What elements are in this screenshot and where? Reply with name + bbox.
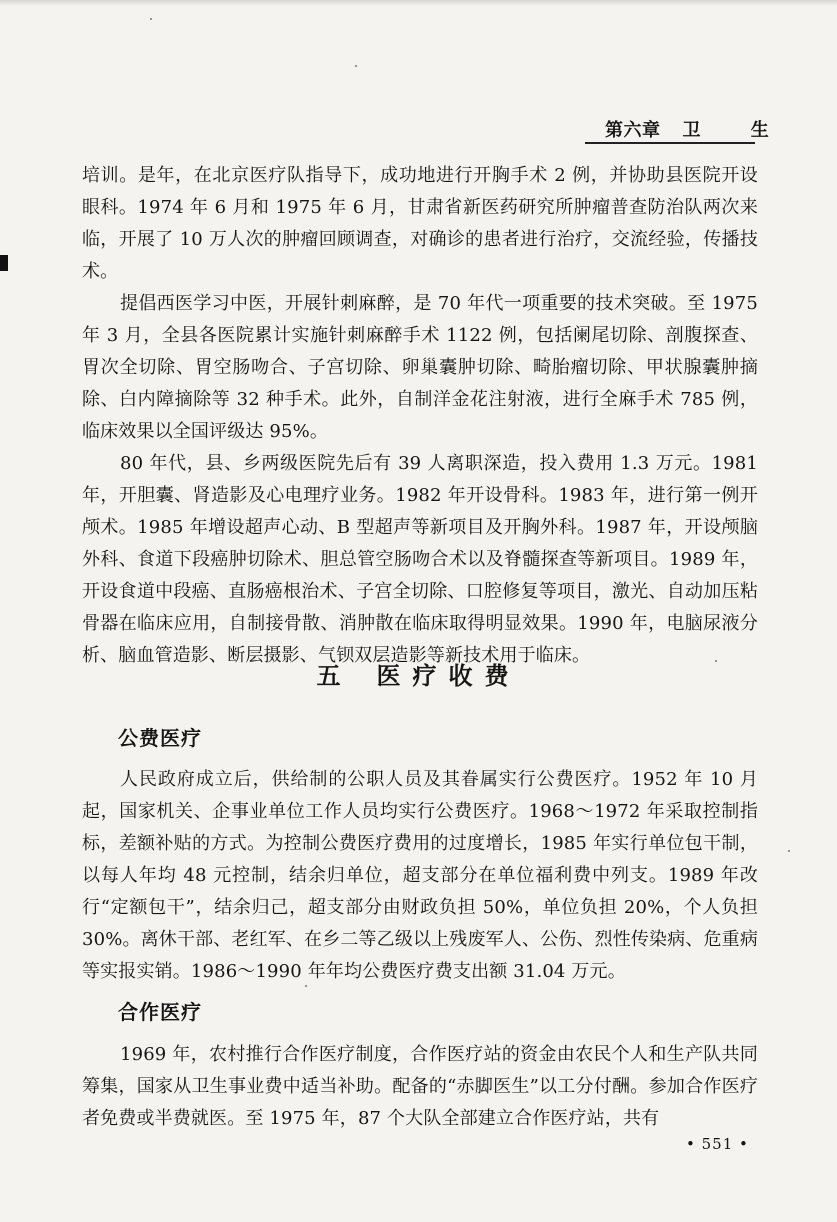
chapter-name: 卫 生 xyxy=(682,120,791,141)
chapter-number: 第六章 xyxy=(605,120,661,141)
section-title xyxy=(0,656,837,691)
header-rule xyxy=(585,142,755,144)
paragraph-1980s: 80 年代，县、乡两级医院先后有 39 人离职深造，投入费用 1.3 万元。1981 年，开胆囊、肾造影及心电理疗业务。1982 年开设骨科。1983 年，进行第一例开颅术。1985 年增设超声心动、B 型超声等新项目及开胸外科。1987 年，开设颅脑外科、食道下段癌肿切除术、胆总管空肠吻合术以及脊髓探查等新项目。1989 年，开设食道中段癌、直肠癌根治术、子宫全切除、口腔修复等项目，激光、自动加压粘骨器在临床应用，自制接骨散、消肿散在临床取得明显效果。1990 年，电脑尿液分析、脑血管造影、断层摄影、气钡双层造影等新技术用于临床。 xyxy=(82,453,758,666)
subheading-public-medical: 公费医疗 xyxy=(118,726,202,750)
paragraph-acupuncture: 提倡西医学习中医，开展针刺麻醉，是 70 年代一项重要的技术突破。至 1975 年 3 月，全县各医院累计实施针刺麻醉手术 1122 例，包括阑尾切除、剖腹探查、胃次全切除、胃空肠吻合、子宫切除、卵巢囊肿切除、畸胎瘤切除、甲状腺囊肿摘除、白内障摘除等 32 种手术。此外，自制洋金花注射液，进行全麻手术 785 例，临床效果以全国评级达 95%。 xyxy=(82,293,758,442)
scan-speck xyxy=(150,18,152,20)
paragraph-training: 培训。是年，在北京医疗队指导下，成功地进行开胸手术 2 例，并协助县医院开设眼科。1974 年 6 月和 1975 年 6 月，甘肃省新医药研究所肿瘤普查防治队两次来临，开展了 10 万人次的肿瘤回顾调查，对确诊的患者进行治疗，交流经验，传播技术。 xyxy=(82,165,758,282)
scan-speck xyxy=(305,985,307,987)
scan-speck xyxy=(355,65,357,67)
page-number: • 551 • xyxy=(686,1135,749,1153)
scan-speck xyxy=(788,850,790,852)
scan-edge-mark xyxy=(0,255,8,271)
subheading-cooperative-medical: 合作医疗 xyxy=(118,1000,202,1024)
paragraph-cooperative-medical: 1969 年，农村推行合作医疗制度，合作医疗站的资金由农民个人和生产队共同筹集，国家从卫生事业费中适当补助。配备的“赤脚医生”以工分付酬。参加合作医疗者免费或半费就医。至 1975 年，87 个大队全部建立合作医疗站，共有 xyxy=(82,1044,758,1129)
running-header xyxy=(605,116,791,142)
section-title-text: 医疗收费 xyxy=(376,661,521,690)
scan-top-shadow xyxy=(0,0,837,6)
paragraph-public-medical: 人民政府成立后，供给制的公职人员及其眷属实行公费医疗。1952 年 10 月起，国家机关、企事业单位工作人员均实行公费医疗。1968～1972 年采取控制指标，差额补贴的方式。为控制公费医疗费用的过度增长，1985 年实行单位包干制，以每人年均 48 元控制，结余归单位，超支部分在单位福利费中列支。1989 年改行“定额包干”，结余归己，超支部分由财政负担 50%，单位负担 20%，个人负担 30%。离休干部、老红军、在乡二等乙级以上残废军人、公伤、烈性传染病、危重病等实报实销。1986～1990 年年均公费医疗费支出额 31.04 万元。 xyxy=(82,769,758,982)
scan-speck xyxy=(715,660,717,662)
section-number: 五 xyxy=(316,661,353,690)
